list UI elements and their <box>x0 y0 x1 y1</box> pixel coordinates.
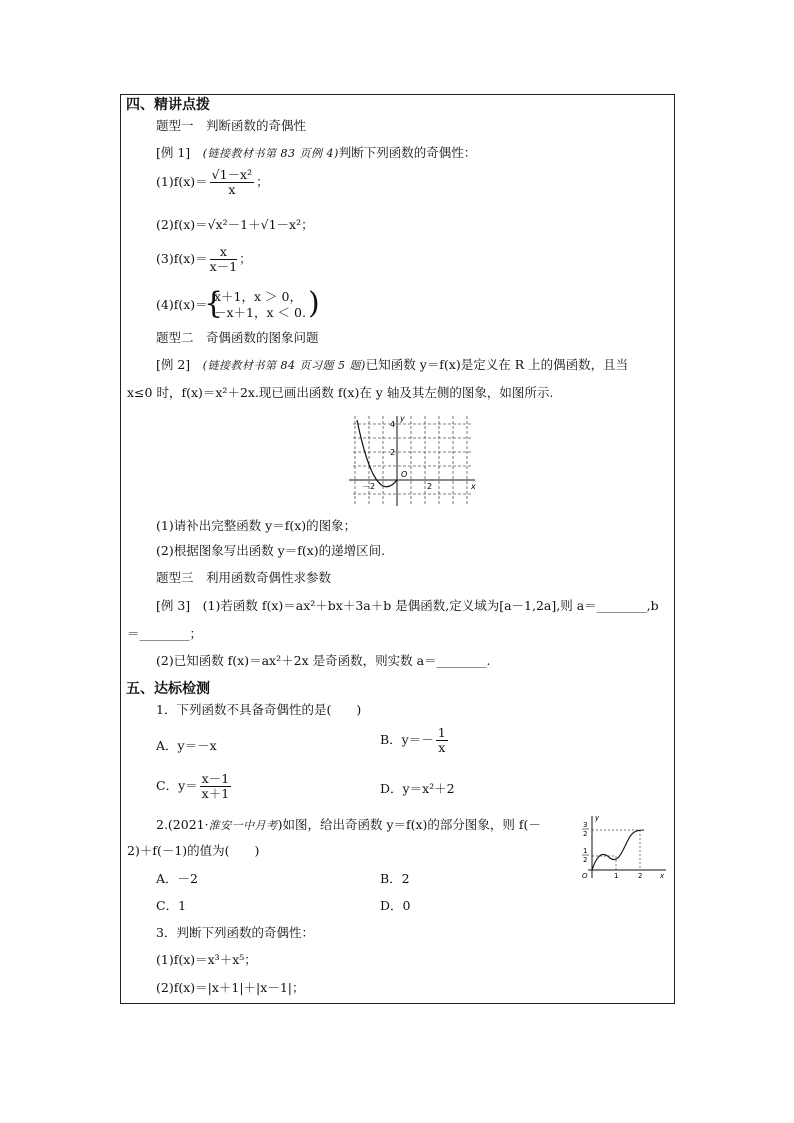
graph1-origin: O <box>401 470 408 479</box>
function-1-numerator: √1－x² <box>211 167 253 182</box>
example2-text: 已知函数 y＝f(x)是定义在 R 上的偶函数，且当 <box>365 357 629 372</box>
example3-line2: ＝________； <box>127 626 203 641</box>
section4-heading: 四、精讲点拨 <box>126 97 210 113</box>
function-3 <box>156 245 252 274</box>
example2-line1 <box>156 357 628 374</box>
example2-graph <box>345 412 480 508</box>
example2-tag: [例 2] <box>156 357 203 372</box>
question1-option-c <box>156 772 233 801</box>
question2-option-b: B．2 <box>380 871 410 886</box>
function-3-denominator: x－1 <box>209 259 238 274</box>
option-b-numerator: 1 <box>437 725 446 740</box>
example1-tag: [例 1] <box>156 145 203 160</box>
graph2-tick-one: 1 <box>583 847 588 855</box>
type2-heading: 题型二 奇偶函数的图象问题 <box>156 330 319 345</box>
option-b-denominator: x <box>438 740 446 755</box>
graph2-guides <box>592 830 640 870</box>
function-1 <box>156 168 269 197</box>
example2-line2: x≤0 时，f(x)＝x²＋2x.现已画出函数 f(x)在 y 轴及其左侧的图象，如图所示. <box>127 385 554 400</box>
type1-heading: 题型一 判断函数的奇偶性 <box>156 118 307 133</box>
function-3-numerator: x <box>210 245 238 260</box>
function-4-prefix: (4)f(x)＝ <box>156 297 208 312</box>
type3-heading: 题型三 利用函数奇偶性求参数 <box>156 570 332 585</box>
example1-text: 判断下列函数的奇偶性： <box>338 145 477 160</box>
question3-part1: (1)f(x)＝x³＋x⁵； <box>156 952 257 967</box>
graph2-y-label: y <box>595 814 600 822</box>
graph2-x-label: x <box>660 872 665 880</box>
question2-line2: 2)＋f(－1)的值为( ) <box>127 843 260 858</box>
example1-source: (链接教材书第 83 页例 4) <box>202 147 339 160</box>
question2-option-d: D．0 <box>380 898 411 913</box>
function-4-case1: x＋1，x ＞ 0， <box>214 289 302 304</box>
function-4-case2: －x＋1，x ＜ 0. <box>214 305 306 320</box>
graph2-tick-two-a: 2 <box>583 830 588 838</box>
function-3-suffix: ； <box>239 251 252 266</box>
function-3-prefix: (3)f(x)＝ <box>156 251 208 266</box>
question2-option-a: A．－2 <box>156 871 198 886</box>
graph2-origin: O <box>582 872 588 880</box>
function-1-prefix: (1)f(x)＝ <box>156 174 208 189</box>
graph2-tick-x1: 1 <box>614 872 619 880</box>
question3: 3．判断下列函数的奇偶性： <box>156 925 314 940</box>
graph1-tick-neg2: －2 <box>362 482 376 491</box>
graph1-y-label: y <box>400 414 405 423</box>
question1-option-d: D．y＝x²＋2 <box>380 781 455 796</box>
function-1-suffix: ； <box>256 174 269 189</box>
graph1-tick-4: 4 <box>390 420 396 429</box>
question2-number: 2.(2021· <box>156 817 209 832</box>
question2-source: 淮安一中月考 <box>208 819 278 832</box>
example1-line <box>156 145 476 162</box>
question3-part2: (2)f(x)＝|x＋1|＋|x－1|； <box>156 980 305 995</box>
graph1-tick-2: 2 <box>390 448 396 457</box>
section5-heading: 五、达标检测 <box>126 681 210 697</box>
question2-line1 <box>156 817 541 834</box>
option-c-denominator: x＋1 <box>201 786 230 801</box>
question2-text: )如图，给出奇函数 y＝f(x)的部分图象，则 f(－ <box>277 817 541 832</box>
option-b-fraction <box>436 726 448 755</box>
right-paren: ) <box>308 286 320 321</box>
question1-option-b <box>380 726 450 755</box>
function-2: (2)f(x)＝√x²－1＋√1－x²； <box>156 217 314 232</box>
graph2-tick-x2: 2 <box>638 872 643 880</box>
left-brace: { <box>204 286 224 321</box>
graph2-tick-three: 3 <box>583 821 588 829</box>
graph1-x-label: x <box>471 482 476 491</box>
function-1-denominator: x <box>228 182 236 197</box>
question1: 1．下列函数不具备奇偶性的是( ) <box>156 702 362 717</box>
question2-option-c: C．1 <box>156 898 187 913</box>
graph2-tick-two-b: 2 <box>583 856 588 864</box>
example3-question2: (2)已知函数 f(x)＝ax²＋2x 是奇函数，则实数 a＝________. <box>156 653 491 668</box>
option-c-fraction <box>200 772 232 801</box>
option-b-prefix: B．y＝－ <box>380 732 434 747</box>
graph1-tick-pos2: 2 <box>427 482 433 491</box>
graph2-curve <box>592 830 644 870</box>
example3-line1: [例 3] (1)若函数 f(x)＝ax²＋bx＋3a＋b 是偶函数,定义域为[a－1,2a],则 a＝________,b <box>156 598 659 613</box>
function-3-fraction <box>210 245 238 274</box>
question2-graph <box>574 812 670 882</box>
example2-source: (链接教材书第 84 页习题 5 题) <box>202 359 366 372</box>
example2-question2: (2)根据图象写出函数 y＝f(x)的递增区间. <box>156 543 386 558</box>
question1-option-a: A．y＝－x <box>156 738 217 753</box>
option-c-numerator: x－1 <box>201 771 230 786</box>
example2-question1: (1)请补出完整函数 y＝f(x)的图象； <box>156 518 357 533</box>
function-1-fraction <box>210 168 254 197</box>
option-c-prefix: C．y＝ <box>156 778 198 793</box>
